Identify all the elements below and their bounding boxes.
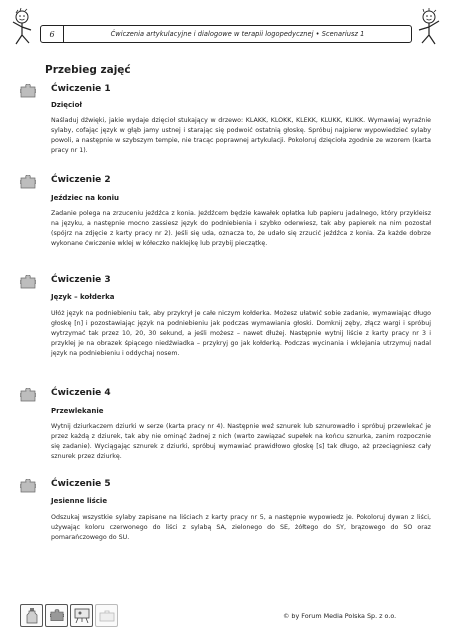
exercise-subtitle: Jesienne liście (51, 497, 108, 505)
exercise-body: Ułóż język na podniebieniu tak, aby przykrył je całe niczym kołderka. Możesz ułatwić sobie zadanie, wymawiając długo głoskę [n] i pozostawiając język na podniebieniu jak podczas wymawiania głoski. Domknij zęby, złącz wargi i spróbuj wytrzymać tak przez 10, 20, 30 sekund, a jeśli możesz – nawet dłużej. Następnie wytnij liście z karty pracy nr 3 i przyklej je na obrazek śpiącego niedźwiadka – przykryj go jak kołderką. Podczas wycinania i wklejania utrzymuj nadal język na podniebieniu i oddychaj nosem. (51, 310, 431, 357)
copyright: © by Forum Media Polska Sp. z o.o. (283, 612, 397, 620)
exercise-title: Ćwiczenie 5 (51, 479, 111, 489)
exercise-subtitle: Jeździec na koniu (51, 194, 120, 202)
exercise-subtitle: Język – kołderka (51, 293, 115, 301)
puzzle-icon (20, 275, 36, 289)
exercise-title: Ćwiczenie 3 (51, 275, 111, 285)
puzzle-icon (20, 175, 36, 189)
toolbox-icon (95, 604, 118, 627)
page-header (40, 25, 412, 43)
puzzle-icon (20, 388, 36, 402)
exercise-body: Zadanie polega na zrzuceniu jeźdźca z konia. Jeźdźcem będzie kawałek opłatka lub papieru jadalnego, który przykleisz na języku, a następnie mocno zassiesz język do podniebienia i szybko oderwiesz, tak aby papierek na nim pozostał (spójrz na zdjęcie z karty pracy nr 2). Jeśli się uda, oznacza to, że udało się zrzucić jeźdźca z konia. Za każde dobrze wykonane ćwiczenie wklej w kółeczko naklejkę lub przybij pieczątkę. (51, 210, 431, 247)
puzzle-icon (45, 604, 68, 627)
header-title: Ćwiczenia artykulacyjne i dialogowe w terapii logopedycznej • Scenariusz 1 (110, 30, 365, 38)
child-illustration-right (415, 8, 443, 46)
exercise-title: Ćwiczenie 4 (51, 388, 111, 398)
bottle-icon (20, 604, 43, 627)
exercise-title: Ćwiczenie 1 (51, 84, 111, 94)
exercise-subtitle: Dzięcioł (51, 101, 82, 109)
puzzle-icon (20, 84, 36, 98)
footer-icons (20, 604, 118, 627)
section-title: Przebieg zajęć (45, 64, 131, 76)
exercise-subtitle: Przewlekanie (51, 407, 104, 415)
exercise-body: Wytnij dziurkaczem dziurki w serze (karta pracy nr 4). Następnie weź sznurek lub sznurowadło i spróbuj przewlekać je przez każdą z dziurek, tak aby nie ominąć żadnej z nich (warto zawiązać supełek na końcu sznurka, zanim rozpocznie się zadanie). Wyciągając sznurek z dziurki, spróbuj wymawiać prawidłowo głoskę [s] tak długo, aż przeciągniesz cały sznurek przez dziurkę. (51, 423, 431, 460)
page-number: 6 (41, 26, 64, 42)
board-icon (70, 604, 93, 627)
exercise-body: Naśladuj dźwięki, jakie wydaje dzięcioł stukający w drzewo: KLAKK, KLOKK, KLEKK, KLUKK, KLIKK. Wymawiaj wyraźnie sylaby, cofając język w głąb jamy ustnej i starając się podwoić ostatnią głoskę. Spróbuj najpierw wypowiedzieć sylaby powoli, a następnie w szybszym tempie, nie tracąc poprawnej artykulacji. Pokoloruj dzięcioła zgodnie ze wzorem (karta pracy nr 1). (51, 117, 431, 154)
puzzle-icon (20, 479, 36, 493)
exercise-body: Odszukaj wszystkie sylaby zapisane na liściach z karty pracy nr 5, a następnie wypowiedz je. Pokoloruj dywan z liści, używając koloru czerwonego do liści z sylabą SA, zielonego do SE, żółtego do SY, brązowego do SO oraz pomarańczowego do SU. (51, 514, 431, 541)
child-illustration-left (8, 8, 36, 46)
exercise-title: Ćwiczenie 2 (51, 175, 111, 185)
